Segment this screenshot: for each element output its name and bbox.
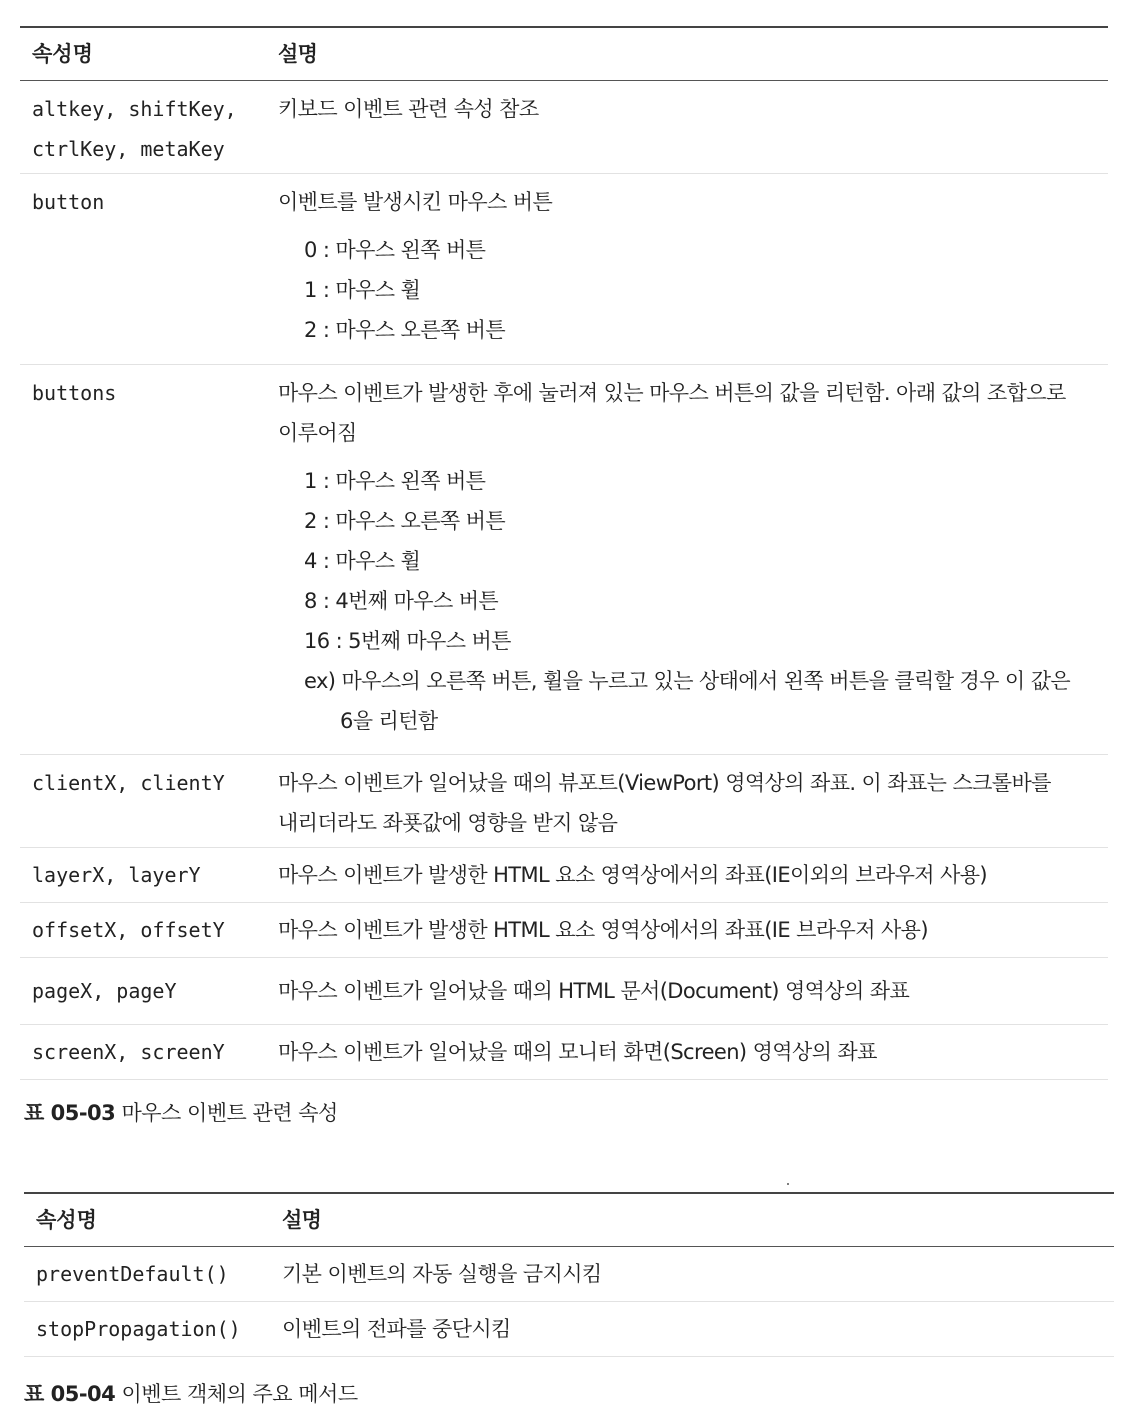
table-row	[20, 958, 1108, 1025]
stray-dot	[787, 1183, 789, 1185]
table-header	[24, 1192, 1114, 1247]
table-header	[20, 26, 1108, 81]
table-row	[20, 848, 1108, 903]
header-name: 속성명	[32, 42, 93, 66]
property-desc: 이벤트를 발생시킨 마우스 버튼 0 : 마우스 왼쪽 버튼 1 : 마우스 휠 2 : 마우스 오른쪽 버튼	[266, 182, 1108, 364]
method-desc: 기본 이벤트의 자동 실행을 금지시킴	[282, 1262, 602, 1286]
property-desc: 마우스 이벤트가 일어났을 때의 모니터 화면(Screen) 영역상의 좌표	[278, 1040, 877, 1064]
property-name: screenX, screenY	[32, 1040, 225, 1064]
table-caption: 표 05-04 이벤트 객체의 주요 메서드	[24, 1382, 358, 1406]
table-row	[20, 903, 1108, 958]
header-desc: 설명	[282, 1208, 322, 1232]
property-name: altkey, shiftKey, ctrlKey, metaKey	[32, 97, 237, 161]
property-name: clientX, clientY	[32, 771, 225, 795]
table-caption: 표 05-03 마우스 이벤트 관련 속성	[24, 1101, 338, 1125]
property-desc: 마우스 이벤트가 발생한 후에 눌러져 있는 마우스 버튼의 값을 리턴함. 아래 값의 조합으로 이루어짐 1 : 마우스 왼쪽 버튼 2 : 마우스 오른쪽 버튼 4 : 마우스 휠 8 : 4번째 마우스 버튼 16 : 5번째 마우스 버튼 ex) 마우스의 오른쪽 버튼, 휠을 누르고 있는 상태에서 왼쪽 버튼을 클릭할 경우 이 값은 6을 리턴함	[266, 373, 1108, 754]
table-row	[24, 1302, 1114, 1357]
property-desc: 마우스 이벤트가 발생한 HTML 요소 영역상에서의 좌표(IE 브라우저 사용)	[278, 918, 928, 942]
header-name: 속성명	[36, 1208, 97, 1232]
property-name: layerX, layerY	[32, 863, 201, 887]
method-desc: 이벤트의 전파를 중단시킴	[282, 1317, 511, 1341]
header-desc: 설명	[278, 42, 318, 66]
mouse-event-properties-table	[20, 26, 1108, 1080]
table-row	[20, 174, 1108, 365]
property-name: offsetX, offsetY	[32, 918, 225, 942]
value-list: 1 : 마우스 왼쪽 버튼 2 : 마우스 오른쪽 버튼 4 : 마우스 휠 8 : 4번째 마우스 버튼 16 : 5번째 마우스 버튼 ex) 마우스의 오른쪽 버튼, 휠을 누르고 있는 상태에서 왼쪽 버튼을 클릭할 경우 이 값은 6을 리턴함	[304, 469, 1071, 733]
table-row	[24, 1247, 1114, 1302]
table-row	[20, 1025, 1108, 1080]
property-desc: 마우스 이벤트가 일어났을 때의 HTML 문서(Document) 영역상의 좌표	[278, 979, 910, 1003]
property-desc: 마우스 이벤트가 발생한 HTML 요소 영역상에서의 좌표(IE이외의 브라우저 사용)	[278, 863, 987, 887]
method-name: stopPropagation()	[36, 1317, 241, 1341]
table-row	[20, 755, 1108, 848]
method-name: preventDefault()	[36, 1262, 229, 1286]
property-name: pageX, pageY	[32, 979, 177, 1003]
property-desc: 키보드 이벤트 관련 속성 참조	[278, 97, 539, 121]
property-name: buttons	[32, 381, 117, 405]
property-name: button	[32, 190, 105, 214]
table-row	[20, 81, 1108, 174]
value-list: 0 : 마우스 왼쪽 버튼 1 : 마우스 휠 2 : 마우스 오른쪽 버튼	[304, 238, 506, 342]
property-desc: 마우스 이벤트가 일어났을 때의 뷰포트(ViewPort) 영역상의 좌표. 이 좌표는 스크롤바를 내리더라도 좌푯값에 영향을 받지 않음	[278, 771, 1051, 835]
event-methods-table	[24, 1192, 1114, 1357]
table-row	[20, 365, 1108, 755]
